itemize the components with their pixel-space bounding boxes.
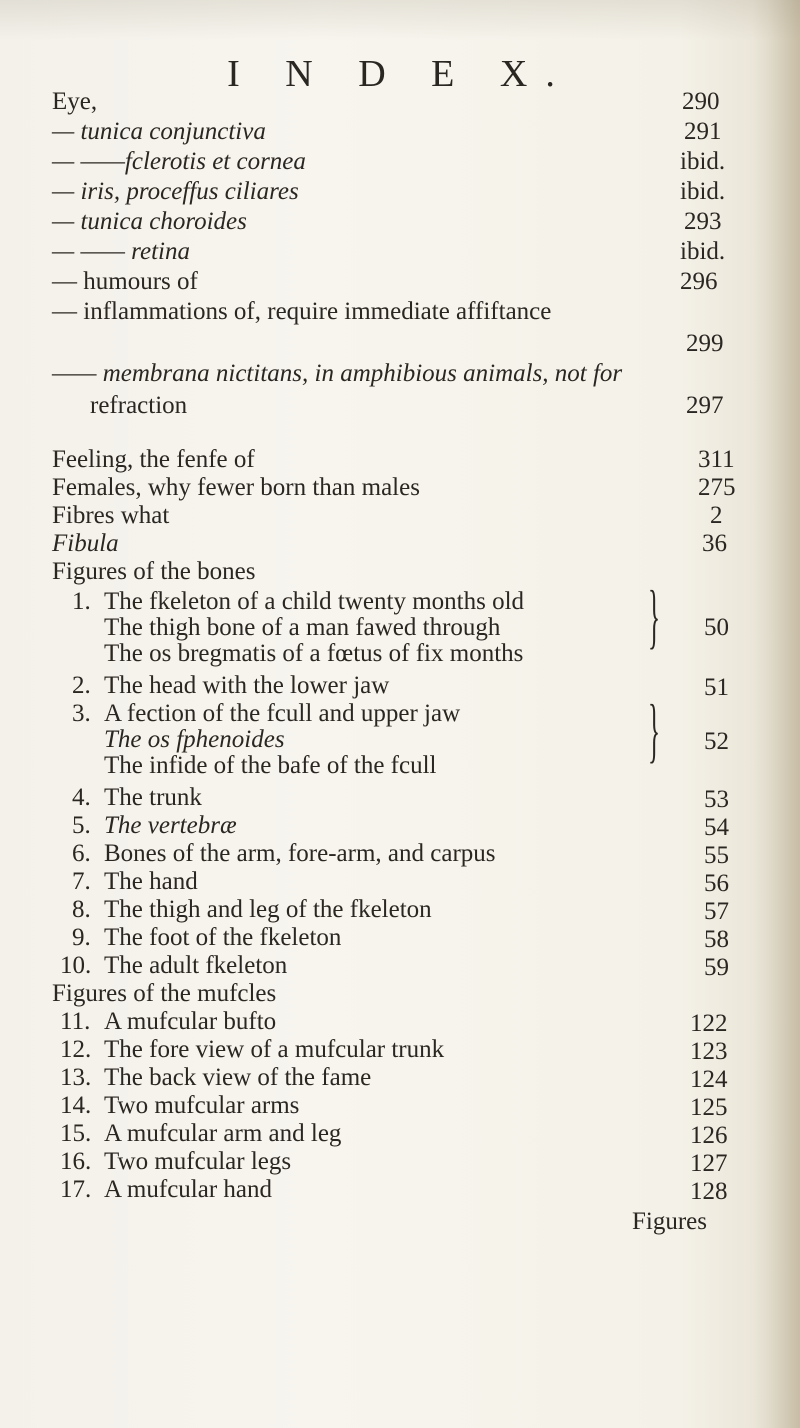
page-number: 50: [704, 614, 729, 641]
entry-feeling: Feeling, the fenfe of: [52, 446, 255, 473]
figure-number: 12.: [60, 1036, 92, 1063]
page-number: 125: [690, 1094, 728, 1121]
figure-number: 17.: [60, 1176, 92, 1203]
figure-number: 9.: [72, 924, 91, 951]
page-number: 124: [690, 1066, 728, 1093]
figure-number: 6.: [72, 840, 91, 867]
entry-retina: — —— retina: [52, 238, 190, 265]
figure-skull-section: A fection of the fcull and upper jaw: [104, 700, 461, 727]
figure-os-sphenoides: The os fphenoides: [104, 726, 285, 753]
page-number: 296: [680, 268, 718, 295]
page-number: 51: [704, 674, 729, 701]
page-number: 53: [704, 786, 729, 813]
page-shadow-right: [752, 0, 800, 1428]
page-number: 55: [704, 842, 729, 869]
page-number: 56: [704, 870, 729, 897]
entry-iris: — iris, proceffus ciliares: [52, 178, 299, 205]
figure-number: 14.: [60, 1092, 92, 1119]
muscles-heading: Figures of the mufcles: [52, 980, 277, 1007]
page-number: 293: [684, 208, 722, 235]
figure-muscular-busto: A mufcular bufto: [104, 1008, 277, 1035]
catchword: Figures: [632, 1208, 707, 1235]
entry-tunica-choroides: — tunica choroides: [52, 208, 247, 235]
figure-muscular-trunk-back: The back view of the fame: [104, 1064, 372, 1091]
figure-head: The head with the lower jaw: [104, 672, 390, 699]
entry-eye: Eye,: [52, 88, 98, 115]
figure-muscular-arm-leg: A mufcular arm and leg: [104, 1120, 342, 1147]
page-number: 290: [682, 88, 720, 115]
entry-refraction: refraction: [90, 392, 188, 419]
figure-number: 8.: [72, 896, 91, 923]
brace-glyph: }: [648, 576, 661, 656]
page-number: 122: [690, 1010, 728, 1037]
page-number: 311: [698, 446, 735, 473]
figure-muscular-hand: A mufcular hand: [104, 1176, 273, 1203]
page-number: 126: [690, 1122, 728, 1149]
entry-fibula: Fibula: [52, 530, 119, 557]
entry-membrana-nictitans: —— membrana nictitans, in amphibious animals, not for: [52, 360, 623, 387]
figure-number: 2.: [72, 672, 91, 699]
page-number: 54: [704, 814, 729, 841]
figure-number: 13.: [60, 1064, 92, 1091]
figure-trunk: The trunk: [104, 784, 202, 811]
figure-number: 10.: [60, 952, 92, 979]
page-number: 58: [704, 926, 729, 953]
entry-inflammations: — inflammations of, require immediate affiftance: [52, 298, 552, 325]
figure-muscular-legs: Two mufcular legs: [104, 1148, 292, 1175]
figure-vertebrae: The vertebræ: [104, 812, 237, 839]
page-number: 2: [710, 502, 723, 529]
figure-hand: The hand: [104, 868, 198, 895]
figure-number: 3.: [72, 700, 91, 727]
entry-tunica-conjunctiva: — tunica conjunctiva: [52, 118, 266, 145]
page-number: 297: [686, 392, 724, 419]
entry-humours: — humours of: [52, 268, 198, 295]
figure-child-skeleton: The fkeleton of a child twenty months old: [104, 588, 525, 615]
figure-adult-skeleton: The adult fkeleton: [104, 952, 288, 979]
figure-foot: The foot of the fkeleton: [104, 924, 342, 951]
page-number: 59: [704, 954, 729, 981]
figure-skull-base: The infide of the bafe of the fcull: [104, 752, 437, 779]
page-number: 128: [690, 1178, 728, 1205]
page-number: 291: [684, 118, 722, 145]
figure-muscular-trunk-front: The fore view of a mufcular trunk: [104, 1036, 445, 1063]
page-number: 57: [704, 898, 729, 925]
figure-number: 1.: [72, 588, 91, 615]
page-number: ibid.: [680, 178, 726, 205]
figure-arm-bones: Bones of the arm, fore-arm, and carpus: [104, 840, 496, 867]
page-number: 36: [702, 530, 727, 557]
figure-muscular-arms: Two mufcular arms: [104, 1092, 300, 1119]
page-number: 127: [690, 1150, 728, 1177]
page-number: 275: [698, 474, 736, 501]
figure-os-bregmatis: The os bregmatis of a fœtus of fix months: [104, 640, 524, 667]
entry-sclerotis: — ——fclerotis et cornea: [52, 148, 306, 175]
figure-number: 16.: [60, 1148, 92, 1175]
page-number: 52: [704, 728, 729, 755]
figure-thigh-bone: The thigh bone of a man fawed through: [104, 614, 501, 641]
page-number: ibid.: [680, 238, 726, 265]
figure-number: 7.: [72, 868, 91, 895]
entry-fibres: Fibres what: [52, 502, 170, 529]
brace-glyph: }: [648, 690, 661, 770]
page-number: ibid.: [680, 148, 726, 175]
page-title: I N D E X.: [227, 53, 573, 95]
page-shadow-top: [0, 0, 800, 40]
page-number: 123: [690, 1038, 728, 1065]
figure-thigh-leg: The thigh and leg of the fkeleton: [104, 896, 432, 923]
figure-number: 15.: [60, 1120, 92, 1147]
figure-number: 5.: [72, 812, 91, 839]
page-number: 299: [686, 330, 724, 357]
figure-number: 4.: [72, 784, 91, 811]
figure-number: 11.: [60, 1008, 91, 1035]
entry-figures-bones: Figures of the bones: [52, 558, 256, 585]
entry-females: Females, why fewer born than males: [52, 474, 420, 501]
